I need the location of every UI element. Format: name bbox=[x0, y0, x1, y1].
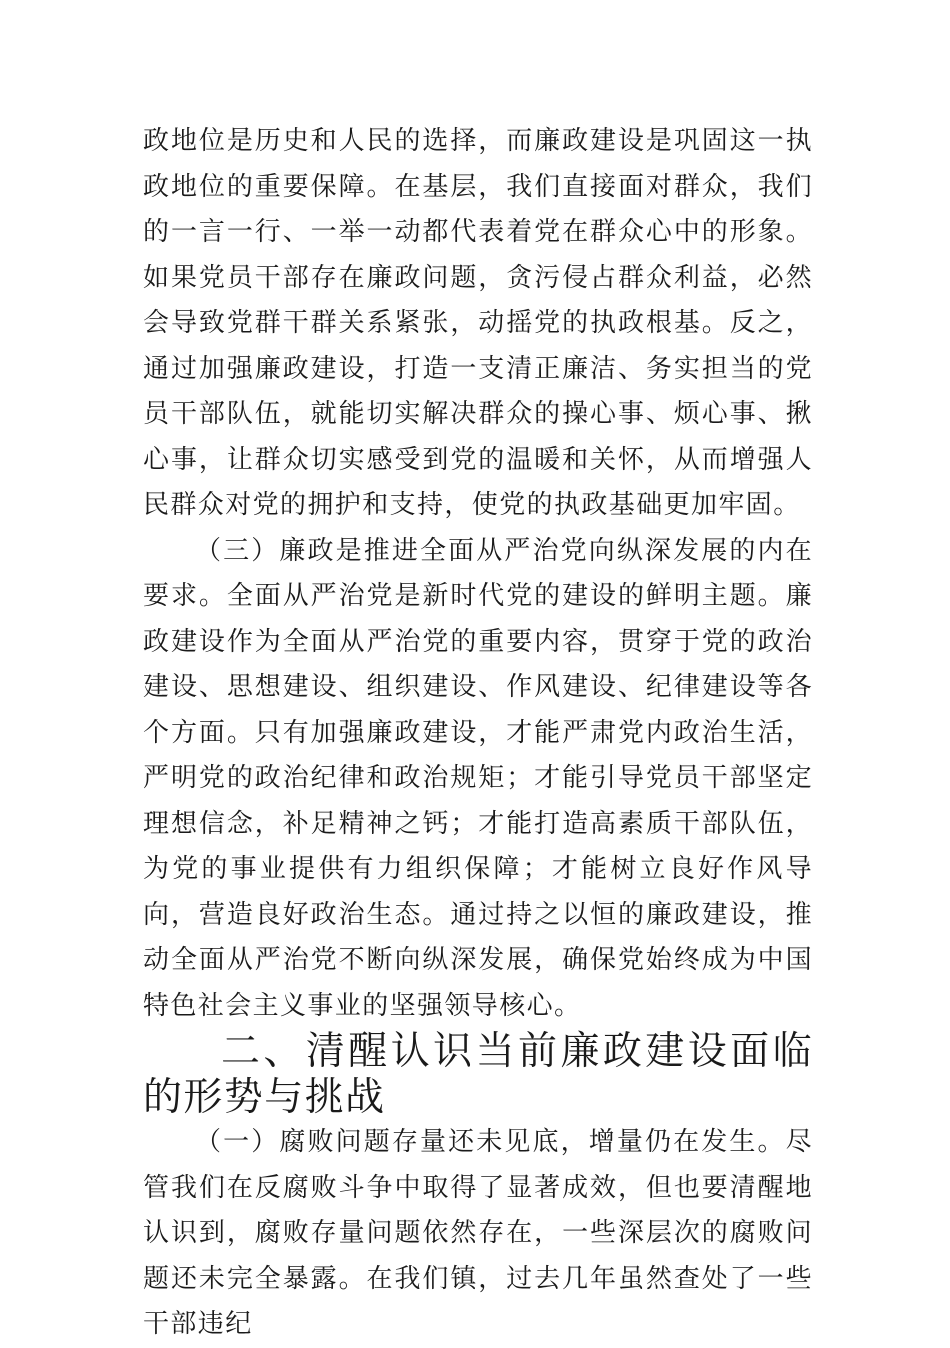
paragraph-subsection-one: （一）腐败问题存量还未见底，增量仍在发生。尽管我们在反腐败斗争中取得了显著成效，但也要清醒地认识到，腐败存量问题依然存在，一些深层次的腐败问题还未完全暴露。在我们镇，过去几年虽然查处了一些干部违纪 bbox=[143, 1127, 813, 1339]
paragraph-section-three: （三）廉政是推进全面从严治党向纵深发展的内在要求。全面从严治党是新时代党的建设的鲜明主题。廉政建设作为全面从严治党的重要内容，贯穿于党的政治建设、思想建设、组织建设、作风建设、纪律建设等各个方面。只有加强廉政建设，才能严肃党内政治生活，严明党的政治纪律和政治规矩；才能引导党员干部坚定理想信念，补足精神之钙；才能打造高素质干部队伍，为党的事业提供有力组织保障；才能树立良好作风导向，营造良好政治生态。通过持之以恒的廉政建设，推动全面从严治党不断向纵深发展，确保党始终成为中国特色社会主义事业的坚强领导核心。 bbox=[143, 535, 813, 1021]
section-heading-two: 二、清醒认识当前廉政建设面临的形势与挑战 bbox=[143, 1029, 813, 1120]
paragraph-continuation: 政地位是历史和人民的选择，而廉政建设是巩固这一执政地位的重要保障。在基层，我们直接面对群众，我们的一言一行、一举一动都代表着党在群众心中的形象。如果党员干部存在廉政问题，贪污侵占群众利益，必然会导致党群干群关系紧张，动摇党的执政根基。反之，通过加强廉政建设，打造一支清正廉洁、务实担当的党员干部队伍，就能切实解决群众的操心事、烦心事、揪心事，让群众切实感受到党的温暖和关怀，从而增强人民群众对党的拥护和支持，使党的执政基础更加牢固。 bbox=[143, 126, 813, 520]
document-body bbox=[143, 119, 813, 1348]
